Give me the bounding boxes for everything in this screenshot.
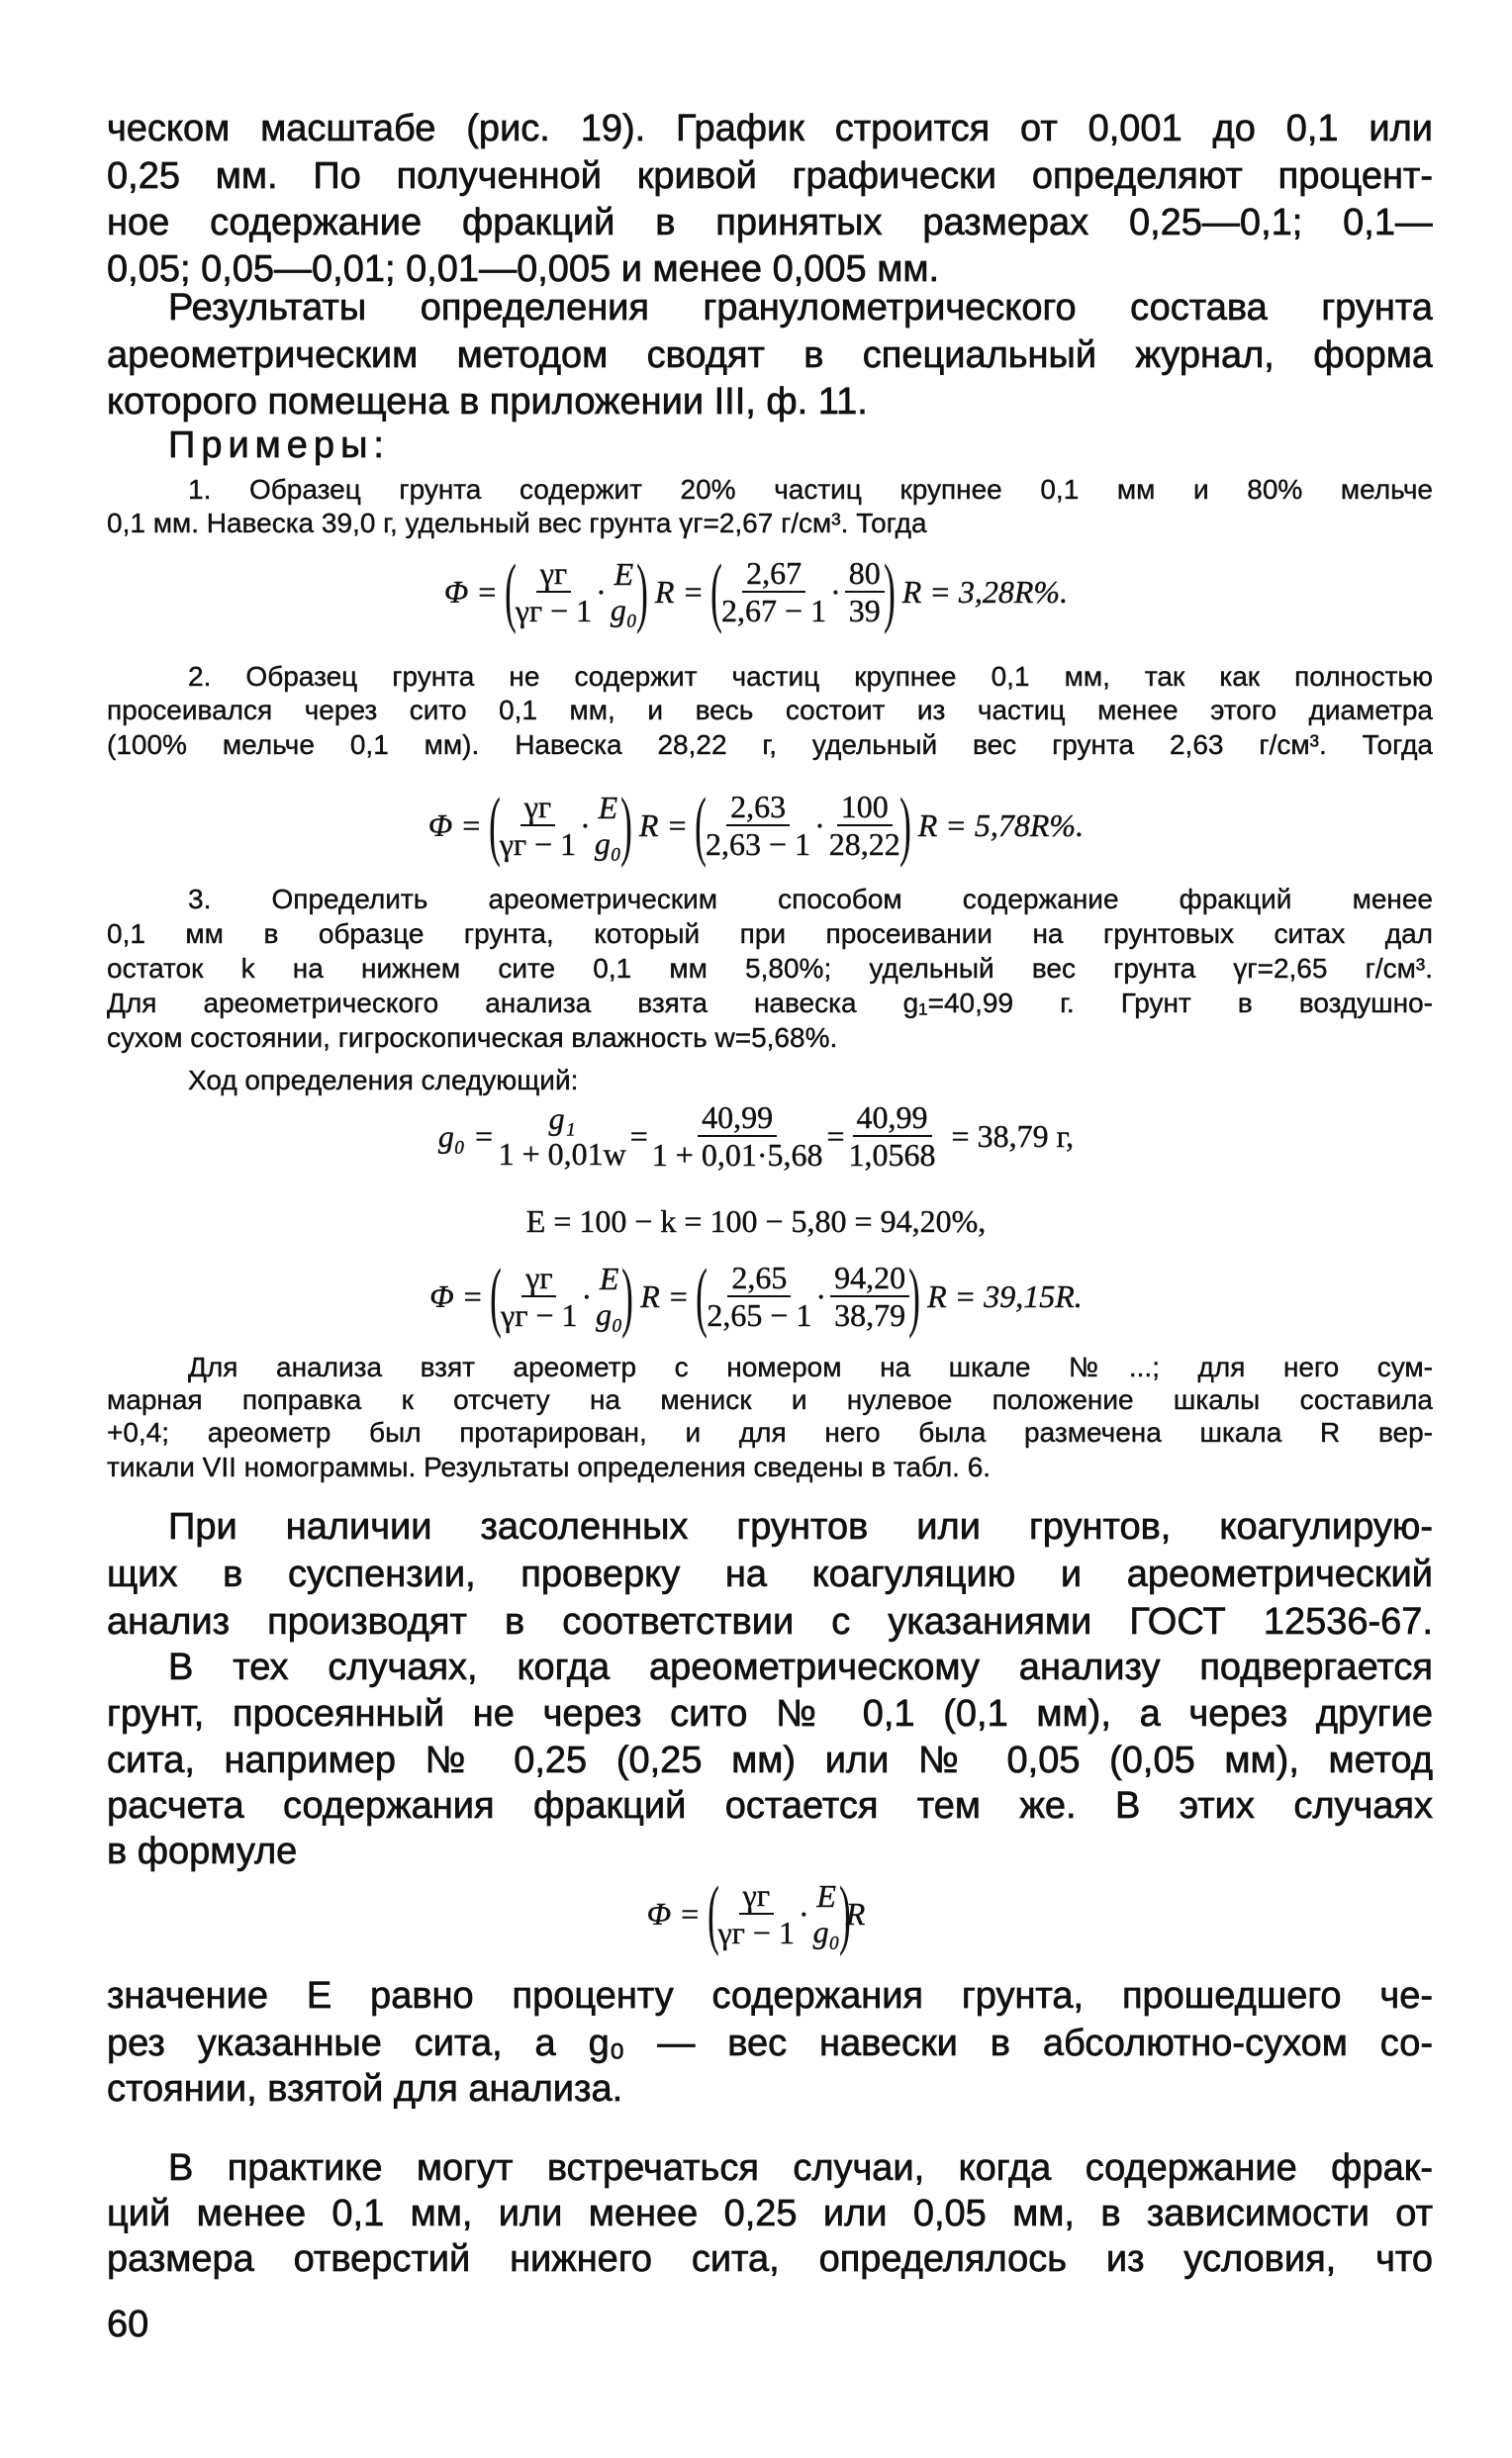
formula-1: Φ = ( $\frac{\gamma г}{\gamma г - 1}$ · E g₀ ) R = ( $\frac{2,67}{2,67 - 1}$ · $\frac{80}{39}$ ) R = 3,28R%. xyxy=(443,548,1069,634)
text-line: в формуле xyxy=(107,1831,298,1872)
text-line: Для ареометрического анализа взята навеска g₁=40,99 г. Грунт в воздушно- xyxy=(107,988,1433,1018)
text-line: сухом состоянии, гигроскопическая влажность w=5,68%. xyxy=(107,1022,838,1053)
fraction: $\frac{\gamma г}{\gamma г - 1}$ xyxy=(717,1877,795,1950)
page-number: 60 xyxy=(107,2304,149,2345)
fraction: $\frac{\gamma г}{\gamma г - 1}$ xyxy=(499,789,577,862)
formula-2: Φ = ( $\frac{\gamma г}{\gamma г - 1}$ · E g₀ ) R = ( $\frac{2,63}{2,63 - 1}$ · $\frac{100}{28,22}$ ) R = 5,78R%. xyxy=(427,782,1085,868)
text-line: ческом масштабе (рис. 19). График строится от 0,001 до 0,1 или xyxy=(107,108,1433,149)
text-line: (100% мельче 0,1 мм). Навеска 28,22 г, удельный вес грунта 2,63 г/см³. Тогда xyxy=(107,729,1433,760)
text-line: щих в суспензии, проверку на коагуляцию и ареометрический xyxy=(107,1554,1433,1595)
fraction: $\frac{2,63}{2,63 - 1}$ xyxy=(706,789,811,862)
text-line: анализ производят в соответствии с указаниями ГОСТ 12536-67. xyxy=(107,1601,1433,1643)
formula-lhs: Φ = xyxy=(443,573,498,610)
text-line: рез указанные сита, а g₀ — вес навески в абсолютно-сухом со- xyxy=(107,2023,1433,2064)
text-line: тикали VII номограммы. Результаты определения сведены в табл. 6. xyxy=(107,1452,992,1482)
text-line: При наличии засоленных грунтов или грунтов, коагулирую- xyxy=(168,1506,1433,1548)
text-line: которого помещена в приложении III, ф. 11. xyxy=(107,381,868,423)
fraction: E g₀ xyxy=(812,1878,840,1949)
formula-4: Φ = ( $\frac{\gamma г}{\gamma г - 1}$ · E g₀ ) R xyxy=(646,1870,866,1956)
text-line: 0,1 мм в образце грунта, который при просеивании на грунтовых ситах дал xyxy=(107,918,1433,949)
formula-e: E = 100 − k = 100 − 5,80 = 94,20%, xyxy=(525,1202,987,1239)
text-line: ареометрическим методом сводят в специальный журнал, форма xyxy=(107,334,1433,376)
text-line: 0,05; 0,05—0,01; 0,01—0,005 и менее 0,005 мм. xyxy=(107,248,940,290)
fraction: g₁ 1 + 0,01w xyxy=(498,1100,626,1172)
text-line: 1. Образец грунта содержит 20% частиц крупнее 0,1 мм и 80% мельче xyxy=(188,474,1433,505)
fraction: $\frac{2,65}{2,65 - 1}$ xyxy=(707,1260,812,1333)
formula-result: R = 3,28R%. xyxy=(901,573,1069,610)
text-line: просеивался через сито 0,1 мм, и весь состоит из частиц менее этого диаметра xyxy=(107,695,1433,725)
text-line: В тех случаях, когда ареометрическому анализу подвергается xyxy=(168,1647,1433,1688)
fraction: $\frac{94,20}{38,79}$ xyxy=(830,1260,909,1333)
text-line: Результаты определения гранулометрического состава грунта xyxy=(168,287,1433,329)
fraction: $\frac{\gamma г}{\gamma г - 1}$ xyxy=(515,555,593,628)
fraction: $\frac{40,99}{1 + 0,01\cdot 5,68}$ xyxy=(651,1099,823,1173)
text-line: грунт, просеянный не через сито № 0,1 (0,1 мм), а через другие xyxy=(107,1693,1433,1735)
text-line: Для анализа взят ареометр с номером на шкале №...; для него сум- xyxy=(188,1352,1433,1382)
text-line: марная поправка к отсчету на мениск и нулевое положение шкалы составила xyxy=(107,1384,1433,1415)
fraction: $\frac{2,67}{2,67 - 1}$ xyxy=(721,555,827,628)
fraction: $\frac{80}{39}$ xyxy=(845,555,885,628)
text-line: ций менее 0,1 мм, или менее 0,25 или 0,05 мм, в зависимости от xyxy=(107,2193,1433,2234)
examples-heading: Примеры: xyxy=(168,425,390,466)
fraction: $\frac{40,99}{1,0568}$ xyxy=(848,1099,936,1173)
text-line: 3. Определить ареометрическим способом содержание фракций менее xyxy=(188,884,1433,914)
text-line: стоянии, взятой для анализа. xyxy=(107,2068,623,2110)
formula-mid: R = xyxy=(654,573,705,610)
fraction: E g₀ xyxy=(594,790,621,861)
text-line: 0,1 мм. Навеска 39,0 г, удельный вес грунта γг=2,67 г/см³. Тогда xyxy=(107,508,927,538)
formula-3: Φ = ( $\frac{\gamma г}{\gamma г - 1}$ · E g₀ ) R = ( $\frac{2,65}{2,65 - 1}$ · $\frac{94,20}{38,79}$ ) R = 39,15R. xyxy=(429,1253,1083,1339)
text-line: Ход определения следующий: xyxy=(188,1065,579,1095)
fraction: $\frac{\gamma г}{\gamma г - 1}$ xyxy=(501,1260,578,1333)
text-line: размера отверстий нижнего сита, определялось из условия, что xyxy=(107,2238,1433,2280)
text-line: остаток k на нижнем сите 0,1 мм 5,80%; удельный вес грунта γг=2,65 г/см³. xyxy=(107,953,1433,984)
text-line: сита, например № 0,25 (0,25 мм) или № 0,05 (0,05 мм), метод xyxy=(107,1740,1433,1781)
formula-g0: g₀ = g₁ 1 + 0,01w = $\frac{40,99}{1 + 0,01\cdot 5,68}$ = $\frac{40,99}{1,0568}$ = 38,79 г, xyxy=(437,1099,1075,1173)
text-line: ное содержание фракций в принятых размерах 0,25—0,1; 0,1— xyxy=(107,202,1433,243)
fraction: E g₀ xyxy=(610,556,637,627)
text-line: расчета содержания фракций остается тем же. В этих случаях xyxy=(107,1785,1433,1827)
fraction: $\frac{100}{28,22}$ xyxy=(828,789,900,862)
text-line: В практике могут встречаться случаи, когда содержание фрак- xyxy=(168,2147,1433,2189)
text-line: +0,4; ареометр был протарирован, и для него была размечена шкала R вер- xyxy=(107,1417,1433,1448)
text-line: 0,25 мм. По полученной кривой графически определяют процент- xyxy=(107,155,1433,197)
text-line: 2. Образец грунта не содержит частиц крупнее 0,1 мм, так как полностью xyxy=(188,661,1433,692)
fraction: E g₀ xyxy=(596,1261,623,1332)
text-line: значение E равно проценту содержания грунта, прошедшего че- xyxy=(107,1975,1433,2017)
